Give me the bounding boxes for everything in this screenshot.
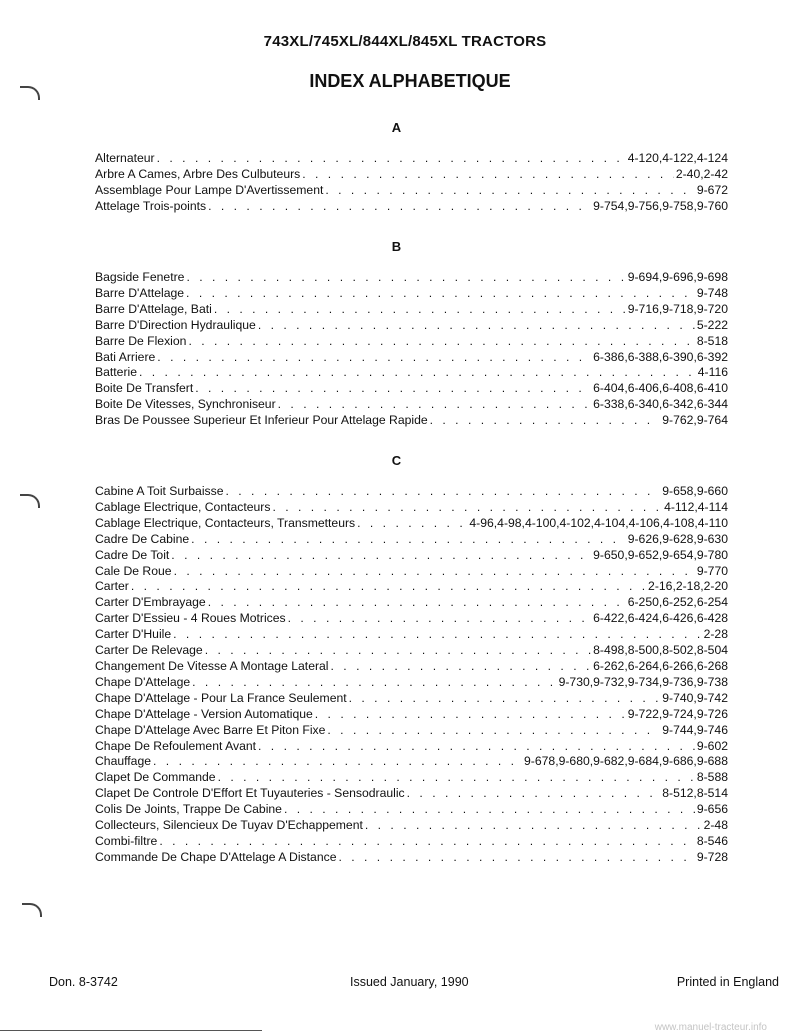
entry-name: Carter D'Huile [95,627,172,642]
entry-pages: 9-716,9-718,9-720 [627,301,728,316]
entry-pages: 4-116 [697,365,728,380]
entry-pages: 9-672 [696,182,728,197]
entry-name: Chape D'Attelage Avec Barre Et Piton Fixe [95,722,326,737]
index-entry [95,834,728,850]
entry-name: Chape D'Attelage [95,674,191,689]
punch-hole-mark [20,494,40,508]
dot-leader [338,850,694,866]
issue-date: Issued January, 1990 [350,975,469,989]
entry-pages: 2-40,2-42 [675,166,728,181]
entry-name: Chape D'Attelage - Pour La France Seulement [95,690,347,705]
index-entry [95,707,728,723]
section-letter: A [391,120,402,135]
dot-leader [159,834,695,850]
entry-list [95,484,728,866]
entry-name: Batterie [95,365,138,380]
index-entry [95,739,728,755]
entry-name: Bagside Fenetre [95,270,185,284]
index-entry [95,167,728,183]
dot-leader [173,627,701,643]
index-entry [95,365,728,381]
entry-pages: 6-250,6-252,6-254 [627,595,728,610]
dot-leader [186,270,625,286]
entry-pages: 8-546 [696,833,728,848]
index-entry [95,183,728,199]
index-entry [95,627,728,643]
entry-pages: 9-748 [696,285,728,300]
entry-pages: 2-16,2-18,2-20 [648,579,728,594]
index-entry [95,199,728,215]
dot-leader [205,643,591,659]
entry-name: Barre D'Direction Hydraulique [95,317,256,332]
entry-pages: 2-28 [703,627,728,642]
dot-leader [195,381,591,397]
entry-pages: 9-754,9-756,9-758,9-760 [593,198,728,213]
index-entry [95,516,728,532]
entry-list [95,151,728,215]
dot-leader [157,151,626,167]
entry-name: Barre De Flexion [95,333,187,348]
section-a [95,120,728,215]
index-entry [95,397,728,413]
dot-leader [139,365,696,381]
index-entry [95,270,728,286]
dot-leader [365,818,702,834]
dot-leader [278,397,592,413]
dot-leader [331,659,592,675]
entry-name: Carter De Relevage [95,643,203,658]
index-entry [95,818,728,834]
entry-pages: 9-678,9-680,9-682,9-684,9-686,9-688 [524,754,728,769]
entry-pages: 8-498,8-500,8-502,8-504 [593,643,728,658]
entry-pages: 9-722,9-724,9-726 [627,706,728,721]
entry-pages: 6-262,6-264,6-266,6-268 [593,658,728,673]
dot-leader [258,739,695,755]
dot-leader [192,675,556,691]
dot-leader [208,595,626,611]
dot-leader [315,707,626,723]
index-entry [95,723,728,739]
punch-hole-mark [22,903,42,917]
dot-leader [186,286,695,302]
entry-pages: 9-626,9-628,9-630 [627,531,728,546]
entry-pages: 8-588 [696,770,728,785]
entry-name: Arbre A Cames, Arbre Des Culbuteurs [95,166,301,181]
document-title: 743XL/745XL/844XL/845XL TRACTORS [263,33,547,50]
entry-pages: 9-770 [696,563,728,578]
index-entry [95,802,728,818]
index-entry [95,548,728,564]
entry-pages: 9-694,9-696,9-698 [627,270,728,284]
entry-name: Cadre De Toit [95,547,170,562]
entry-name: Carter D'Embrayage [95,595,206,610]
section-c [95,453,728,866]
entry-pages: 9-650,9-652,9-654,9-780 [593,547,728,562]
dot-leader [131,579,646,595]
entry-name: Cabine A Toit Surbaisse [95,484,224,498]
index-entry [95,850,728,866]
dot-leader [327,723,660,739]
entry-pages: 8-512,8-514 [662,786,728,801]
index-entry [95,754,728,770]
entry-name: Clapet De Commande [95,770,216,785]
index-entry [95,611,728,627]
dot-leader [157,350,591,366]
entry-pages: 9-744,9-746 [662,722,728,737]
entry-pages: 6-422,6-424,6-426,6-428 [593,611,728,626]
index-entry [95,770,728,786]
entry-pages: 9-730,9-732,9-734,9-736,9-738 [558,674,728,689]
entry-name: Barre D'Attelage [95,285,185,300]
index-entry [95,286,728,302]
dot-leader [302,167,674,183]
entry-pages: 9-602 [696,738,728,753]
index-entry [95,659,728,675]
entry-name: Chape De Refoulement Avant [95,738,257,753]
dot-leader [218,770,695,786]
index-entry [95,500,728,516]
dot-leader [430,413,661,429]
dot-leader [214,302,626,318]
dot-leader [272,500,662,516]
entry-pages: 6-404,6-406,6-408,6-410 [593,381,728,396]
entry-name: Cale De Roue [95,563,172,578]
dot-leader [191,532,626,548]
dot-leader [407,786,661,802]
document-number: Don. 8-3742 [49,975,118,989]
dot-leader [188,334,694,350]
entry-name: Cadre De Cabine [95,531,190,546]
section-letter: C [391,453,402,468]
index-entry [95,381,728,397]
dot-leader [153,754,522,770]
index-entry [95,318,728,334]
entry-pages: 9-762,9-764 [662,413,728,428]
entry-name: Alternateur [95,151,155,165]
entry-name: Carter D'Essieu - 4 Roues Motrices [95,611,286,626]
entry-name: Cablage Electrique, Contacteurs, Transmetteurs [95,515,356,530]
entry-pages: 4-112,4-114 [664,499,728,514]
index-entry [95,691,728,707]
dot-leader [226,484,661,500]
index-entry [95,643,728,659]
entry-name: Bati Arriere [95,349,156,364]
entry-name: Combi-filtre [95,833,158,848]
index-entry [95,350,728,366]
index-entry [95,334,728,350]
entry-name: Attelage Trois-points [95,198,207,213]
entry-name: Bras De Poussee Superieur Et Inferieur Pour Attelage Rapide [95,413,428,428]
entry-pages: 8-518 [696,333,728,348]
entry-name: Changement De Vitesse A Montage Lateral [95,658,329,673]
index-entry [95,675,728,691]
entry-name: Chape D'Attelage - Version Automatique [95,706,313,721]
entry-name: Chauffage [95,754,152,769]
entry-pages: 9-656 [696,802,728,817]
index-entry [95,786,728,802]
index-entry [95,302,728,318]
entry-pages: 2-48 [703,818,728,833]
dot-leader [325,183,694,199]
index-entry [95,532,728,548]
entry-pages: 4-96,4-98,4-100,4-102,4-104,4-106,4-108,4-110 [469,515,728,530]
entry-name: Boite De Transfert [95,381,194,396]
dot-leader [288,611,592,627]
entry-list [95,270,728,429]
index-entry [95,579,728,595]
entry-name: Barre D'Attelage, Bati [95,301,212,316]
entry-pages: 6-338,6-340,6-342,6-344 [593,397,728,412]
entry-name: Cablage Electrique, Contacteurs [95,499,271,514]
index-entry [95,595,728,611]
entry-name: Clapet De Controle D'Effort Et Tuyauteries - Sensodraulic [95,786,405,801]
entry-name: Assemblage Pour Lampe D'Avertissement [95,182,324,197]
dot-leader [258,318,695,334]
index-title: INDEX ALPHABETIQUE [309,71,511,91]
dot-leader [349,691,661,707]
entry-pages: 6-386,6-388,6-390,6-392 [593,349,728,364]
dot-leader [284,802,695,818]
entry-pages: 9-658,9-660 [662,484,728,498]
entry-pages: 9-740,9-742 [662,690,728,705]
printed-location: Printed in England [676,975,779,989]
section-letter: B [391,239,402,254]
entry-name: Colis De Joints, Trappe De Cabine [95,802,282,817]
index-entry [95,564,728,580]
entry-name: Commande De Chape D'Attelage A Distance [95,849,337,864]
index-entry [95,151,728,167]
index-entry [95,484,728,500]
dot-leader [357,516,467,532]
dot-leader [208,199,591,215]
entry-name: Carter [95,579,129,594]
dot-leader [174,564,695,580]
footer-rule [0,1030,262,1031]
entry-pages: 9-728 [696,849,728,864]
entry-pages: 4-120,4-122,4-124 [627,151,728,165]
entry-pages: 5-222 [696,317,728,332]
dot-leader [171,548,591,564]
watermark: www.manuel-tracteur.info [654,1022,767,1033]
entry-name: Boite De Vitesses, Synchroniseur [95,397,276,412]
index-entry [95,413,728,429]
entry-name: Collecteurs, Silencieux De Tuyav D'Echappement [95,818,363,833]
section-b [95,239,728,429]
